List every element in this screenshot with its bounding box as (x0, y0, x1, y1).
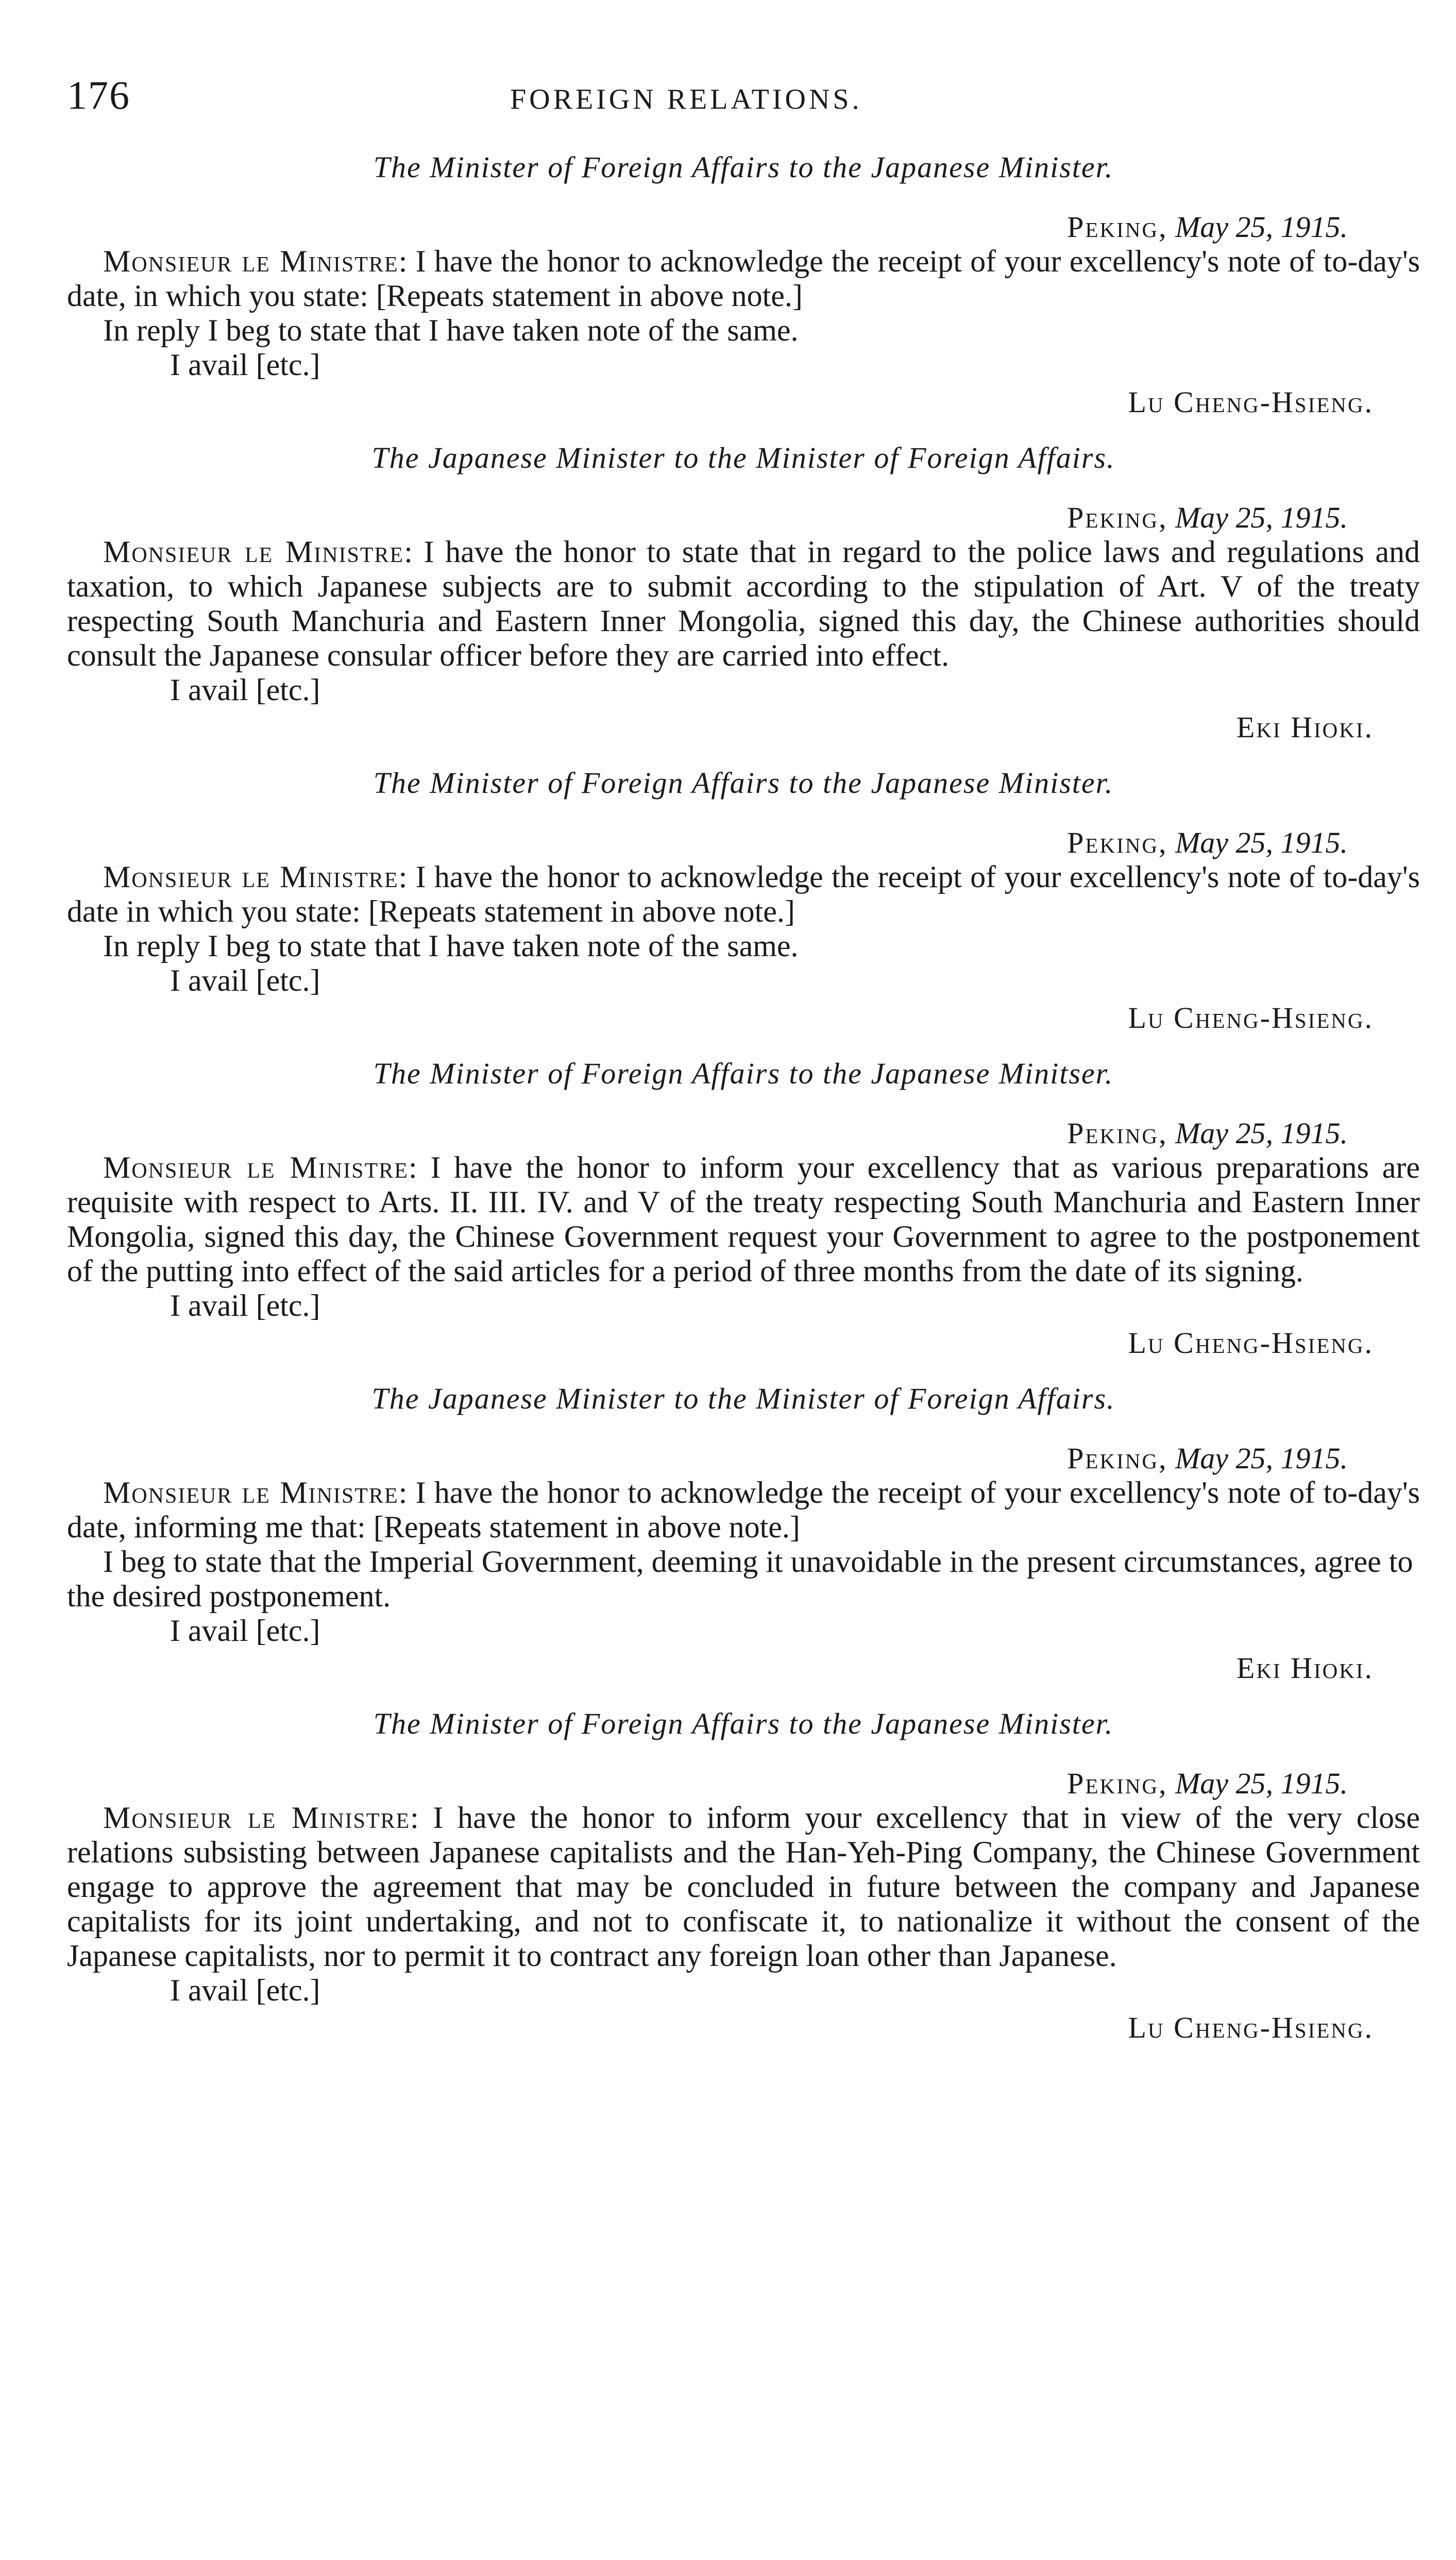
letter-dateline (67, 1767, 1420, 1801)
letter-heading: The Minister of Foreign Affairs to the Japanese Minister. (373, 150, 1114, 184)
dateline-date: May 25, 1915. (1175, 501, 1348, 534)
letter-body (67, 1801, 1420, 1973)
letter-closing: I avail [etc.] (170, 1614, 320, 1648)
dateline-place: Peking, (1067, 826, 1168, 859)
letter-6 (67, 1706, 1420, 2045)
letter-2 (67, 440, 1420, 744)
letter-dateline (67, 826, 1420, 860)
letter-signature: Lu Cheng-Hsieng. (1128, 2011, 1374, 2044)
salutation: Monsieur le Ministre (103, 1150, 409, 1184)
letter-signature: Eki Hioki. (1236, 710, 1374, 744)
letter-extra: In reply I beg to state that I have taken note of the same. (103, 929, 799, 963)
letter-body (67, 860, 1420, 929)
letter-body (67, 1150, 1420, 1289)
salutation: Monsieur le Ministre (103, 1801, 411, 1835)
letter-heading: The Minister of Foreign Affairs to the Japanese Minister. (373, 766, 1114, 800)
letter-dateline (67, 1116, 1420, 1150)
body-text: : I have the honor to inform your excellency that as various preparations are requisite with respect to Arts. II. III. IV. and V of the treaty respecting South Manchuria and Eastern Inner Mongolia, signed this day, the Chinese Government request your Government to agree to the postponement of the putting into effect of the said articles for a period of three months from the date of its signing. (67, 1150, 1420, 1288)
letter-body (67, 535, 1420, 673)
page-number: 176 (67, 73, 130, 117)
letter-dateline (67, 501, 1420, 535)
dateline-date: May 25, 1915. (1175, 210, 1348, 244)
salutation: Monsieur le Ministre (103, 535, 404, 569)
dateline-place: Peking, (1067, 1442, 1168, 1475)
body-text: : I have the honor to state that in regard to the police laws and regulations and taxation, to which Japanese subjects are to submit according to the stipulation of Art. V of the treaty respecting South Manchuria and Eastern Inner Mongolia, signed this day, the Chinese authorities should consult the Japanese consular officer before they are carried into effect. (67, 535, 1420, 672)
letter-extra: In reply I beg to state that I have taken note of the same. (103, 313, 799, 347)
body-text: : I have the honor to acknowledge the receipt of your excellency's note of to-day's date, informing me that: [Repeats statement in above note.] (67, 1476, 1420, 1544)
letter-signature: Eki Hioki. (1236, 1651, 1374, 1685)
body-text: : I have the honor to inform your excellency that in view of the very close relations subsisting between Japanese capitalists and the Han-Yeh-Ping Company, the Chinese Government engage to approve the agreement that may be concluded in future between the company and Japanese capitalists for its joint undertaking, and not to confiscate it, to nationalize it without the consent of the Japanese capitalists, nor to permit it to contract any foreign loan other than Japanese. (67, 1801, 1420, 1973)
dateline-date: May 25, 1915. (1175, 1116, 1348, 1150)
letter-body (67, 1476, 1420, 1545)
body-text: : I have the honor to acknowledge the receipt of your excellency's note of to-day's date in which you state: [Repeats statement in above note.] (67, 860, 1420, 928)
letter-dateline (67, 1442, 1420, 1476)
letter-closing: I avail [etc.] (170, 963, 320, 997)
dateline-place: Peking, (1067, 501, 1168, 534)
letter-1 (67, 149, 1420, 419)
letter-heading: The Japanese Minister to the Minister of Foreign Affairs. (371, 1382, 1115, 1415)
letter-signature: Lu Cheng-Hsieng. (1128, 385, 1374, 419)
dateline-place: Peking, (1067, 1116, 1168, 1150)
salutation: Monsieur le Ministre (103, 1476, 399, 1510)
body-text: : I have the honor to acknowledge the receipt of your excellency's note of to-day's date, in which you state: [Repeats statement in above note.] (67, 244, 1420, 313)
salutation: Monsieur le Ministre (103, 860, 399, 894)
letter-signature: Lu Cheng-Hsieng. (1128, 1326, 1374, 1360)
running-head: FOREIGN RELATIONS. (510, 83, 862, 115)
letter-signature: Lu Cheng-Hsieng. (1128, 1001, 1374, 1035)
letter-heading: The Minister of Foreign Affairs to the Japanese Minister. (373, 1707, 1114, 1740)
dateline-date: May 25, 1915. (1175, 1767, 1348, 1800)
letter-closing: I avail [etc.] (170, 348, 320, 382)
letter-dateline (67, 210, 1420, 244)
dateline-date: May 25, 1915. (1175, 826, 1348, 859)
salutation: Monsieur le Ministre (103, 244, 399, 278)
dateline-place: Peking, (1067, 210, 1168, 244)
letter-closing: I avail [etc.] (170, 1289, 320, 1323)
letter-body (67, 244, 1420, 313)
letter-heading: The Minister of Foreign Affairs to the Japanese Minitser. (373, 1057, 1114, 1090)
letter-closing: I avail [etc.] (170, 673, 320, 707)
letter-extra: I beg to state that the Imperial Government, deeming it unavoidable in the present circumstances, agree to the desired postponement. (67, 1545, 1413, 1613)
letter-4 (67, 1056, 1420, 1360)
page-header (67, 72, 1420, 129)
letter-3 (67, 765, 1420, 1035)
dateline-date: May 25, 1915. (1175, 1442, 1348, 1475)
letter-heading: The Japanese Minister to the Minister of Foreign Affairs. (371, 441, 1115, 474)
letter-closing: I avail [etc.] (170, 1973, 320, 2007)
letter-5 (67, 1381, 1420, 1685)
dateline-place: Peking, (1067, 1767, 1168, 1800)
